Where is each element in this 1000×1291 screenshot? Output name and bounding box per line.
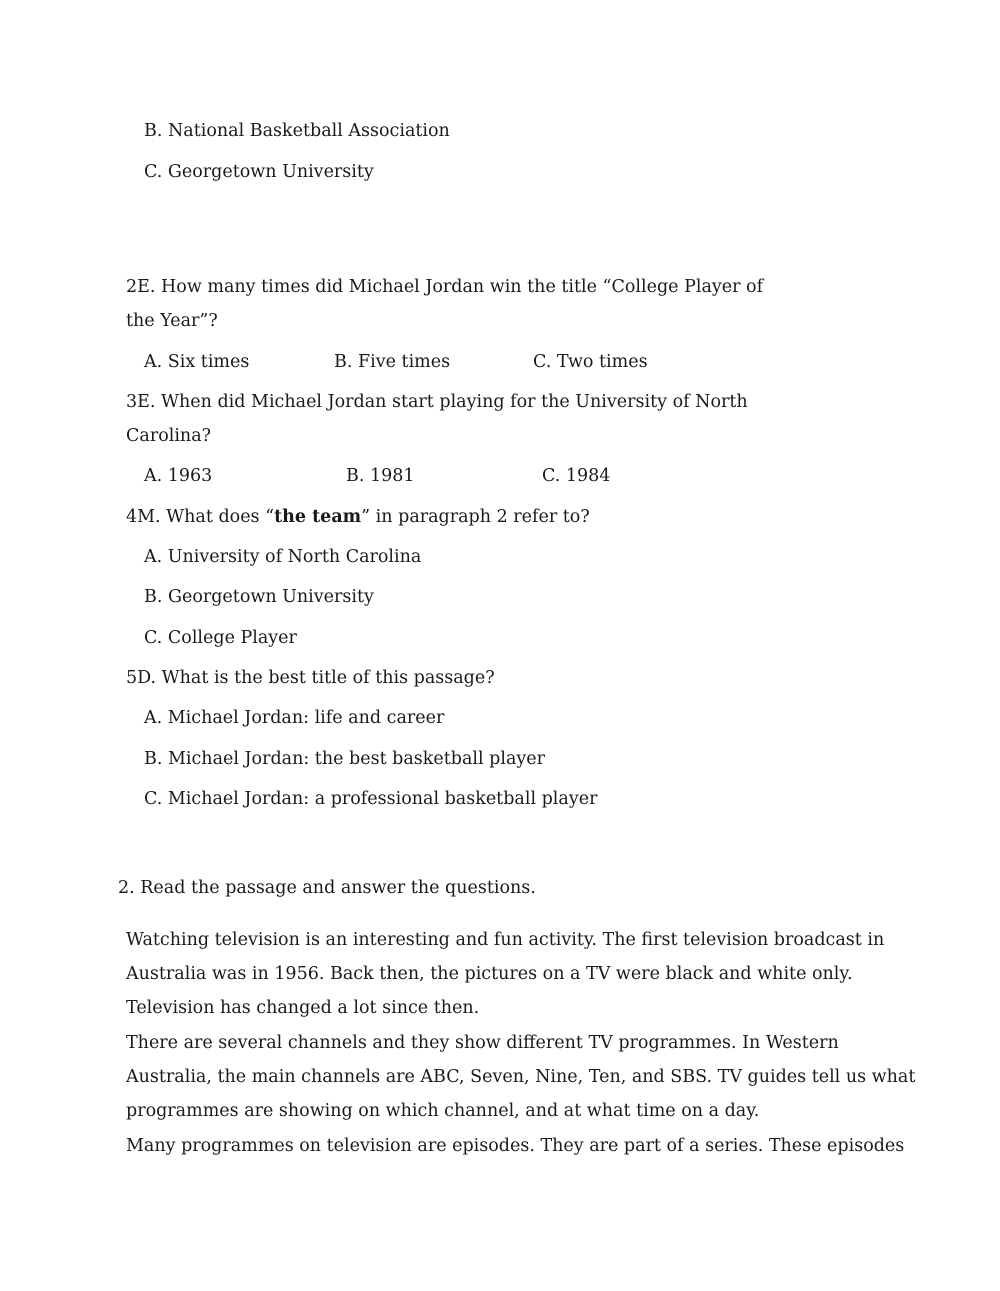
q4-question-prefix: 4M. What does “	[126, 507, 275, 527]
passage-line: Television has changed a lot since then.	[126, 998, 480, 1018]
q3-option-c: C. 1984	[542, 466, 611, 486]
passage-line: Many programmes on television are episodes. They are part of a series. These episodes	[126, 1136, 905, 1156]
q5-question: 5D. What is the best title of this passage?	[126, 668, 495, 688]
q4-option-a: A. University of North Carolina	[144, 547, 422, 567]
passage-line: Australia was in 1956. Back then, the pictures on a TV were black and white only.	[126, 964, 853, 984]
q2-option-a: A. Six times	[144, 352, 250, 372]
passage-line: Australia, the main channels are ABC, Seven, Nine, Ten, and SBS. TV guides tell us what	[126, 1067, 916, 1087]
q3-question-line1: 3E. When did Michael Jordan start playing for the University of North	[126, 392, 748, 412]
q4-question	[126, 505, 590, 529]
q4-option-c: C. College Player	[144, 628, 297, 648]
q2-question-line2: the Year”?	[126, 311, 218, 331]
q3-option-a: A. 1963	[144, 466, 213, 486]
passage-line: programmes are showing on which channel, and at what time on a day.	[126, 1101, 760, 1121]
q2-question-line1: 2E. How many times did Michael Jordan win the title “College Player of	[126, 277, 764, 297]
q5-option-c: C. Michael Jordan: a professional basketball player	[144, 789, 598, 809]
q1-option-c: C. Georgetown University	[144, 162, 374, 182]
q4-question-bold: the team	[274, 507, 362, 527]
q5-option-a: A. Michael Jordan: life and career	[144, 708, 445, 728]
q1-option-b: B. National Basketball Association	[144, 121, 450, 141]
passage-line: There are several channels and they show different TV programmes. In Western	[126, 1033, 839, 1053]
q2-option-b: B. Five times	[334, 352, 451, 372]
q4-option-b: B. Georgetown University	[144, 587, 374, 607]
q5-option-b: B. Michael Jordan: the best basketball player	[144, 749, 546, 769]
q3-question-line2: Carolina?	[126, 426, 212, 446]
q3-option-b: B. 1981	[346, 466, 415, 486]
q2-option-c: C. Two times	[533, 352, 648, 372]
q4-question-suffix: ” in paragraph 2 refer to?	[361, 507, 590, 527]
section2-heading: 2. Read the passage and answer the questions.	[118, 878, 536, 898]
passage-line: Watching television is an interesting and fun activity. The first television broadcast in	[126, 930, 885, 950]
